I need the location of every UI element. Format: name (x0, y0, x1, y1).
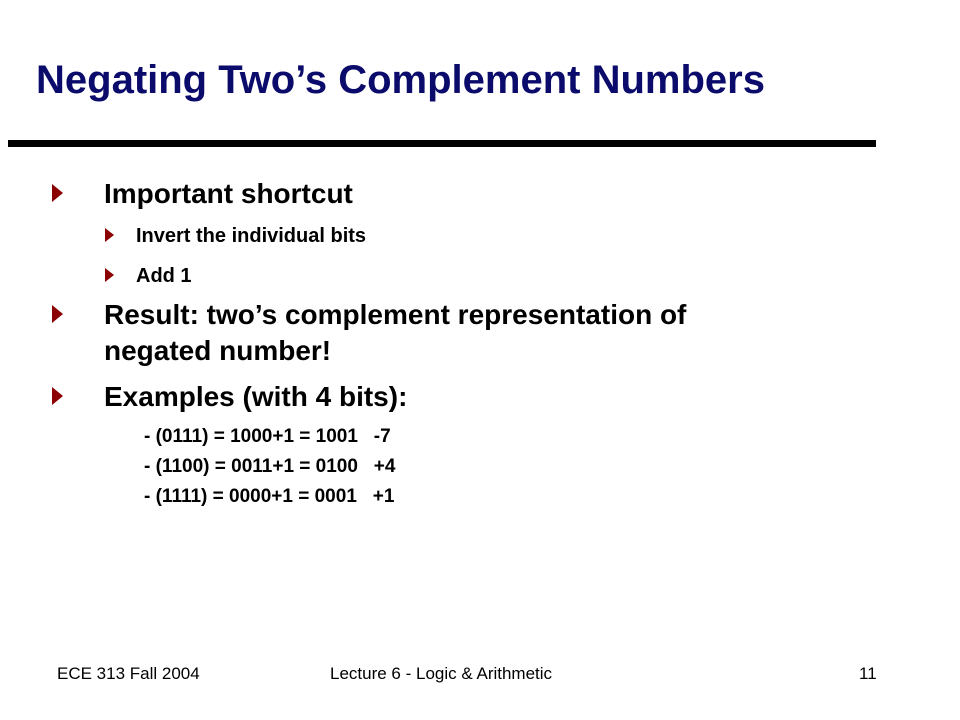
title-divider (8, 140, 876, 147)
slide-title: Negating Two’s Complement Numbers (36, 58, 765, 102)
bullet-result (52, 297, 772, 369)
bullet-text: Result: two’s complement representation of negated number! (104, 299, 687, 366)
bullet-arrow-icon (105, 228, 114, 242)
footer-page-number: 11 (859, 664, 877, 683)
bullet-text: Invert the individual bits (136, 225, 367, 247)
example-line: - (1111) = 0000+1 = 0001 +1 (144, 486, 395, 507)
bullet-arrow-icon (52, 184, 63, 202)
bullet-arrow-icon (52, 387, 63, 405)
example-line: - (1100) = 0011+1 = 0100 +4 (144, 456, 396, 477)
bullet-arrow-icon (52, 305, 63, 323)
footer-lecture-title: Lecture 6 - Logic & Arithmetic (330, 664, 553, 683)
example-line: - (0111) = 1000+1 = 1001 -7 (144, 426, 391, 447)
bullet-examples (52, 379, 407, 415)
footer-course: ECE 313 Fall 2004 (57, 664, 200, 683)
sub-bullet-add-one (105, 263, 192, 289)
bullet-arrow-icon (105, 268, 114, 282)
bullet-text: Examples (with 4 bits): (104, 381, 408, 412)
bullet-text: Add 1 (136, 265, 192, 287)
sub-bullet-invert-bits (105, 223, 366, 249)
bullet-text: Important shortcut (104, 178, 353, 209)
bullet-important-shortcut (52, 176, 353, 212)
